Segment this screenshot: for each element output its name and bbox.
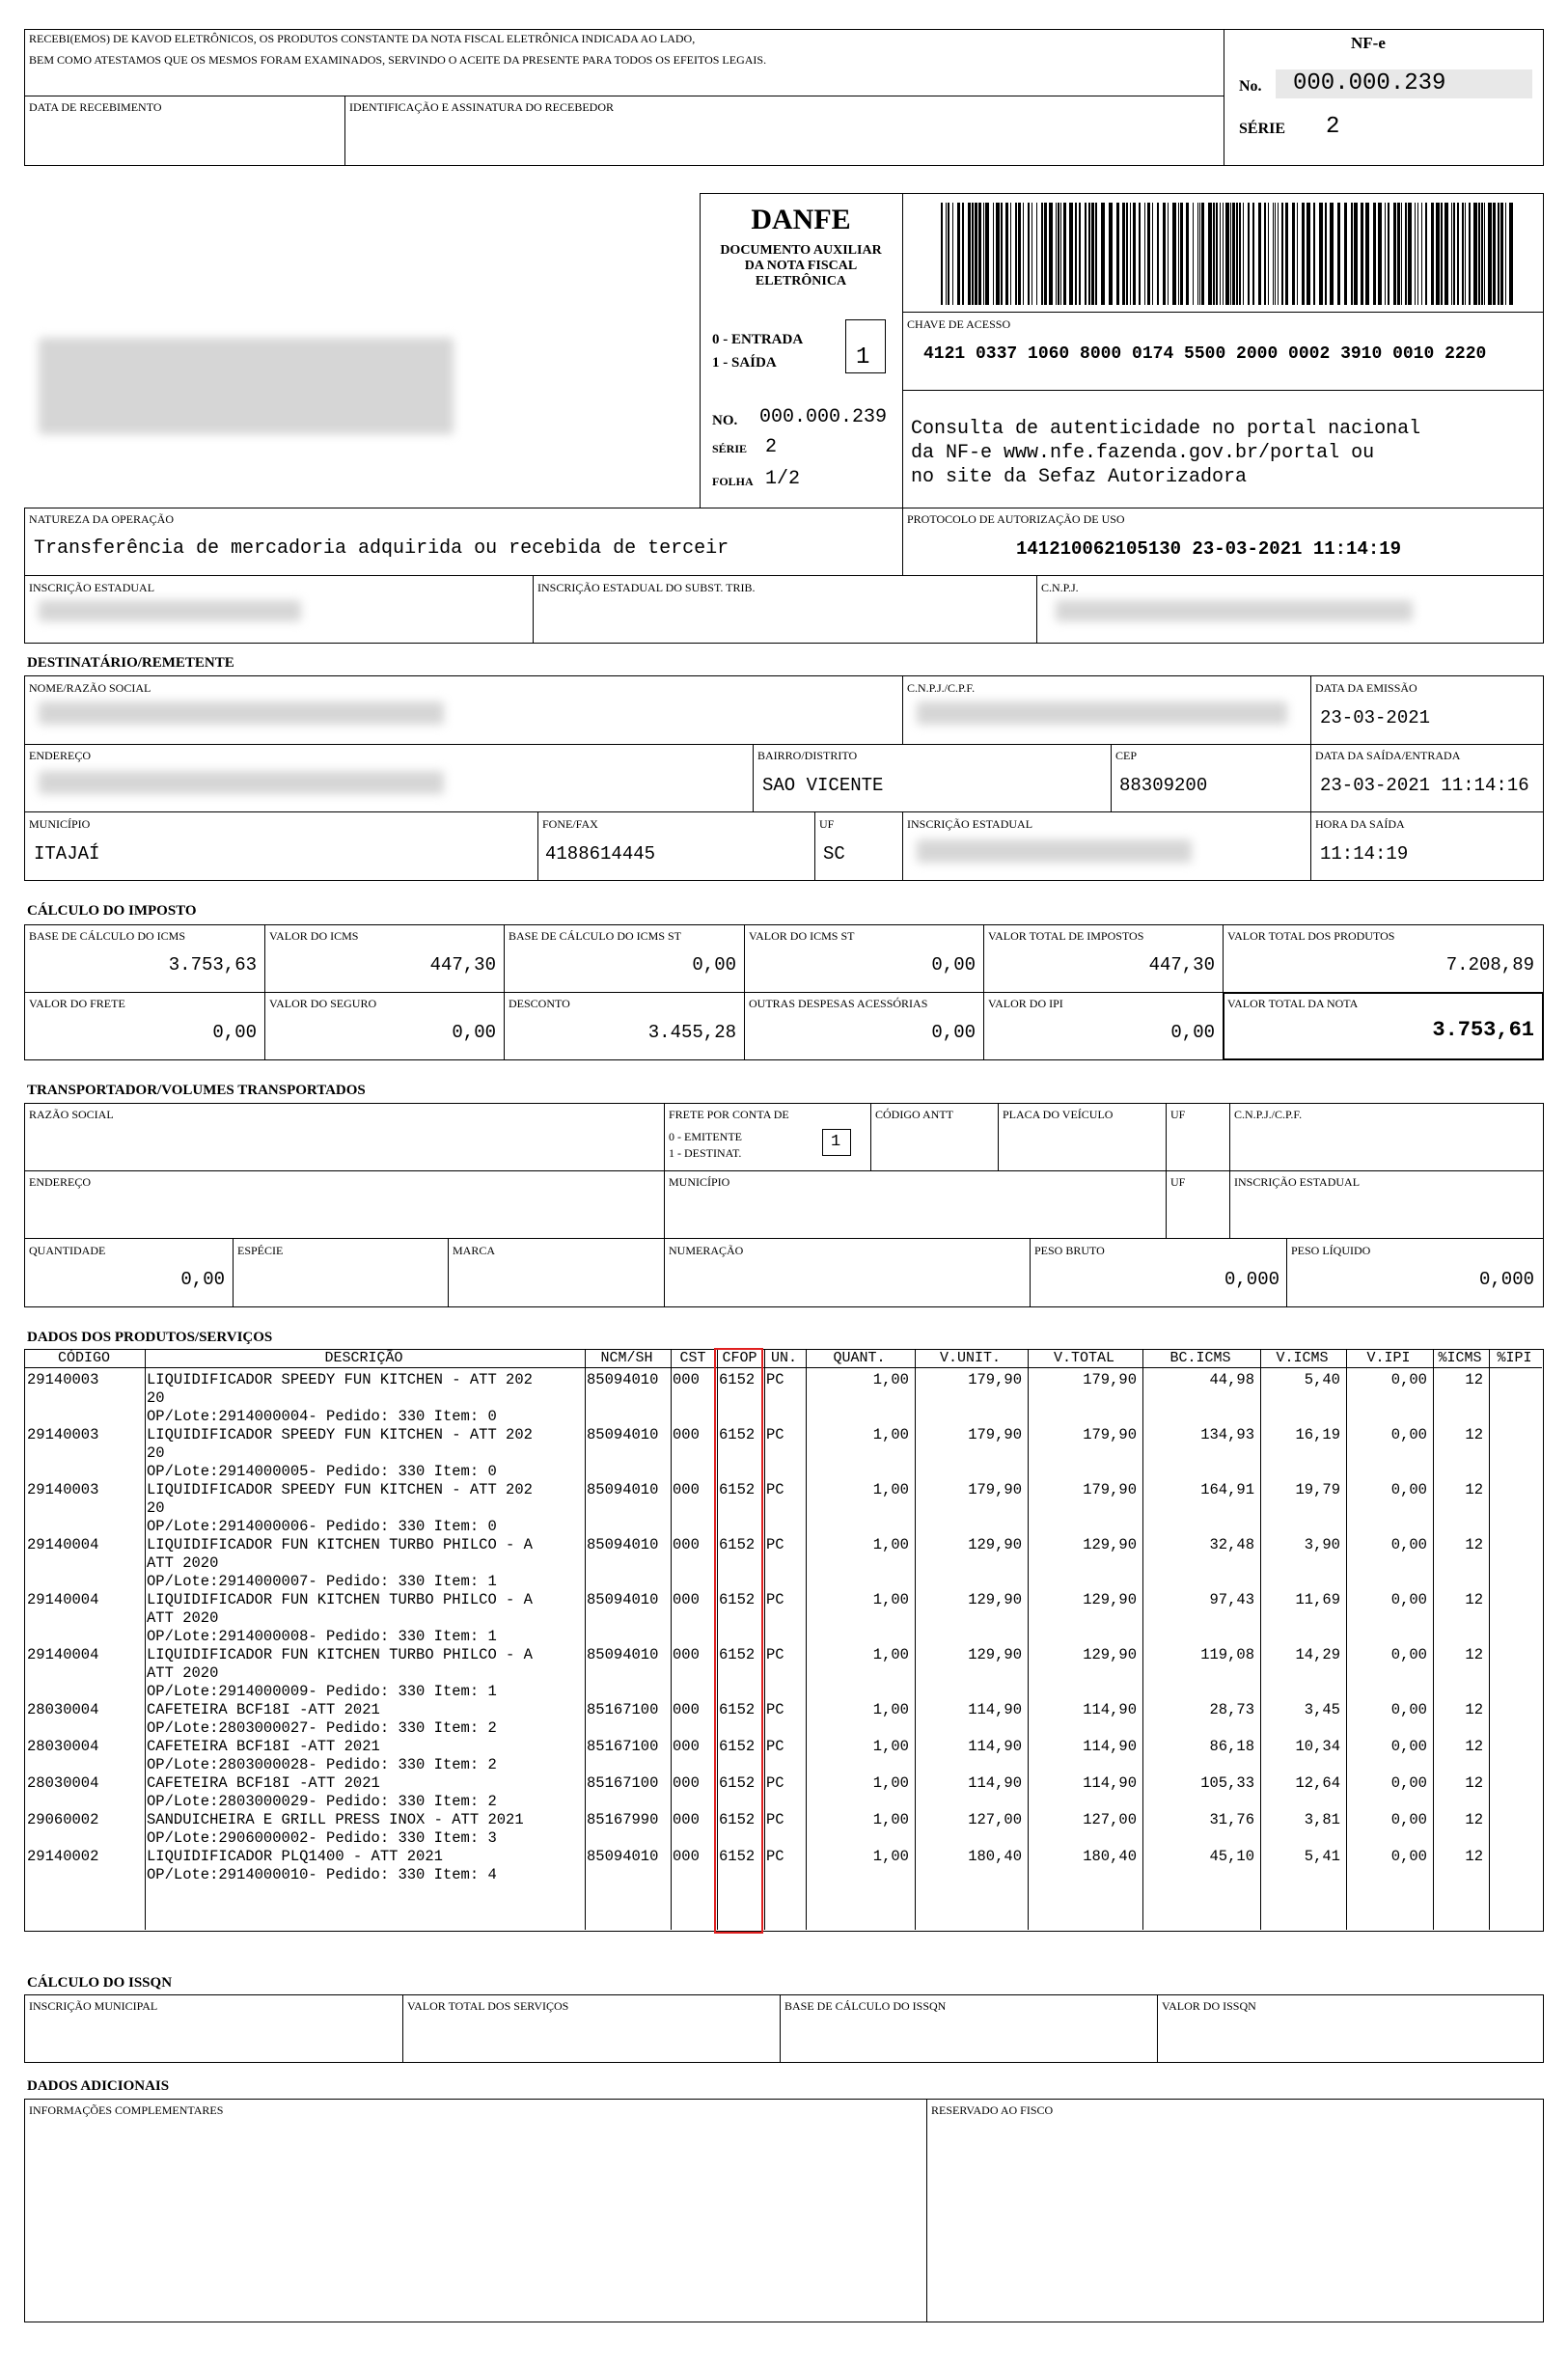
danfe-entrada: 0 - ENTRADA — [712, 332, 804, 347]
cell-bc: 32,48 — [1209, 1536, 1254, 1553]
cell-vunit: 180,40 — [968, 1848, 1022, 1865]
base-issqn-label: BASE DE CÁLCULO DO ISSQN — [784, 1999, 947, 2013]
cell-descricao: LIQUIDIFICADOR FUN KITCHEN TURBO PHILCO - A — [147, 1591, 533, 1608]
cell-cst: 000 — [673, 1701, 700, 1718]
cell-codigo: 29140004 — [27, 1536, 99, 1553]
info-complementares-label: INFORMAÇÕES COMPLEMENTARES — [29, 2103, 224, 2117]
cell-vipi: 0,00 — [1390, 1646, 1427, 1663]
valor-frete: 0,00 — [212, 1022, 257, 1043]
valor-icms-label: VALOR DO ICMS — [269, 929, 359, 943]
cell-ncm: 85094010 — [587, 1591, 659, 1608]
protocolo-label: PROTOCOLO DE AUTORIZAÇÃO DE USO — [907, 512, 1125, 526]
valor-servicos-label: VALOR TOTAL DOS SERVIÇOS — [407, 1999, 569, 2013]
cell-ncm: 85094010 — [587, 1848, 659, 1865]
danfe-subtitle-2: DA NOTA FISCAL — [744, 259, 858, 273]
data-recebimento-label: DATA DE RECEBIMENTO — [29, 100, 162, 114]
cell-descricao: CAFETEIRA BCF18I -ATT 2021 — [147, 1774, 380, 1792]
cell-quant: 1,00 — [872, 1371, 909, 1388]
cell-cst: 000 — [673, 1738, 700, 1755]
valor-total-nota-label: VALOR TOTAL DA NOTA — [1227, 997, 1359, 1010]
cell-cst: 000 — [673, 1426, 700, 1443]
cell-descricao: OP/Lote:2803000028- Pedido: 330 Item: 2 — [147, 1756, 497, 1773]
cep: 88309200 — [1119, 775, 1208, 796]
cell-vtotal: 179,90 — [1083, 1426, 1137, 1443]
chave-acesso: 4121 0337 1060 8000 0174 5500 2000 0002 3910 0010 2220 — [923, 344, 1487, 364]
cell-un: PC — [766, 1811, 784, 1828]
cell-quant: 1,00 — [872, 1774, 909, 1792]
cell-vunit: 179,90 — [968, 1371, 1022, 1388]
cell-vunit: 129,90 — [968, 1646, 1022, 1663]
cell-descricao: OP/Lote:2914000005- Pedido: 330 Item: 0 — [147, 1463, 497, 1480]
cell-vunit: 129,90 — [968, 1591, 1022, 1608]
cell-ncm: 85167100 — [587, 1738, 659, 1755]
cell-descricao: LIQUIDIFICADOR FUN KITCHEN TURBO PHILCO - A — [147, 1646, 533, 1663]
base-icms-label: BASE DE CÁLCULO DO ICMS — [29, 929, 186, 943]
cell-un: PC — [766, 1591, 784, 1608]
cell-cfop: 6152 — [719, 1701, 756, 1718]
transportador-section: TRANSPORTADOR/VOLUMES TRANSPORTADOS — [27, 1083, 366, 1098]
cell-descricao: LIQUIDIFICADOR PLQ1400 - ATT 2021 — [147, 1848, 443, 1865]
cell-descricao: SANDUICHEIRA E GRILL PRESS INOX - ATT 2021 — [147, 1811, 524, 1828]
desconto-label: DESCONTO — [509, 997, 570, 1010]
canhoto-numero: 000.000.239 — [1293, 70, 1446, 96]
cell-cfop: 6152 — [719, 1774, 756, 1792]
valor-seguro: 0,00 — [452, 1022, 496, 1043]
cell-cst: 000 — [673, 1774, 700, 1792]
transp-cnpj-label: C.N.P.J./C.P.F. — [1234, 1108, 1303, 1121]
cell-descricao: ATT 2020 — [147, 1609, 219, 1627]
valor-ipi-label: VALOR DO IPI — [988, 997, 1063, 1010]
marca-label: MARCA — [453, 1244, 496, 1257]
cell-bc: 86,18 — [1209, 1738, 1254, 1755]
cell-picms: 12 — [1465, 1738, 1483, 1755]
col-header-p-ipi: %IPI — [1497, 1350, 1532, 1366]
barcode — [941, 203, 1515, 305]
cell-vicms: 19,79 — [1295, 1481, 1340, 1498]
peso-bruto-label: PESO BRUTO — [1034, 1244, 1105, 1257]
cell-codigo: 29140003 — [27, 1371, 99, 1388]
ie-label: INSCRIÇÃO ESTADUAL — [29, 581, 155, 594]
valor-icms-st-label: VALOR DO ICMS ST — [749, 929, 855, 943]
cell-un: PC — [766, 1701, 784, 1718]
canhoto-no-label: No. — [1239, 78, 1262, 95]
cell-quant: 1,00 — [872, 1848, 909, 1865]
cell-ncm: 85167100 — [587, 1774, 659, 1792]
consulta-1: Consulta de autenticidade no portal nacional — [911, 418, 1421, 440]
outras: 0,00 — [931, 1022, 976, 1043]
cell-vipi: 0,00 — [1390, 1481, 1427, 1498]
dest-ie-blurred — [917, 839, 1192, 863]
cnpj-label: C.N.P.J. — [1041, 581, 1079, 594]
cell-un: PC — [766, 1774, 784, 1792]
cell-un: PC — [766, 1848, 784, 1865]
cell-cfop: 6152 — [719, 1426, 756, 1443]
protocolo-value: 141210062105130 23-03-2021 11:14:19 — [1016, 538, 1402, 560]
valor-total-impostos-label: VALOR TOTAL DE IMPOSTOS — [988, 929, 1144, 943]
frete-1: 1 - DESTINAT. — [669, 1146, 742, 1160]
municipio: ITAJAÍ — [34, 843, 100, 865]
base-icms: 3.753,63 — [168, 954, 257, 975]
cell-vunit: 129,90 — [968, 1536, 1022, 1553]
produtos-section: DADOS DOS PRODUTOS/SERVIÇOS — [27, 1330, 273, 1345]
transp-ie-label: INSCRIÇÃO ESTADUAL — [1234, 1175, 1361, 1189]
cell-vtotal: 179,90 — [1083, 1371, 1137, 1388]
quantidade: 0,00 — [180, 1269, 225, 1290]
cell-quant: 1,00 — [872, 1536, 909, 1553]
issqn-section: CÁLCULO DO ISSQN — [27, 1975, 173, 1991]
cell-picms: 12 — [1465, 1591, 1483, 1608]
cell-vunit: 127,00 — [968, 1811, 1022, 1828]
cell-codigo: 28030004 — [27, 1774, 99, 1792]
cell-ncm: 85094010 — [587, 1646, 659, 1663]
cell-cst: 000 — [673, 1848, 700, 1865]
data-emissao-label: DATA DA EMISSÃO — [1315, 681, 1417, 695]
base-icms-st: 0,00 — [692, 954, 736, 975]
cell-vicms: 10,34 — [1295, 1738, 1340, 1755]
cell-vunit: 179,90 — [968, 1426, 1022, 1443]
cell-picms: 12 — [1465, 1426, 1483, 1443]
cell-descricao: 20 — [147, 1499, 165, 1517]
cell-vipi: 0,00 — [1390, 1426, 1427, 1443]
cell-descricao: ATT 2020 — [147, 1664, 219, 1682]
cell-vicms: 3,81 — [1304, 1811, 1340, 1828]
col-header-descricao: DESCRIÇÃO — [324, 1350, 403, 1366]
adicionais-box — [24, 2099, 1544, 2322]
cell-descricao: OP/Lote:2914000004- Pedido: 330 Item: 0 — [147, 1408, 497, 1425]
valor-total-impostos: 447,30 — [1148, 954, 1215, 975]
cell-codigo: 29060002 — [27, 1811, 99, 1828]
cell-vicms: 5,41 — [1304, 1848, 1340, 1865]
transp-uf-label: UF — [1170, 1108, 1186, 1121]
cell-descricao: OP/Lote:2803000029- Pedido: 330 Item: 2 — [147, 1793, 497, 1810]
cell-quant: 1,00 — [872, 1481, 909, 1498]
assinatura-label: IDENTIFICAÇÃO E ASSINATURA DO RECEBEDOR — [349, 100, 615, 114]
cell-vtotal: 127,00 — [1083, 1811, 1137, 1828]
cell-cst: 000 — [673, 1646, 700, 1663]
cell-cfop: 6152 — [719, 1481, 756, 1498]
transp-endereco-label: ENDEREÇO — [29, 1175, 91, 1189]
danfe-serie: 2 — [765, 436, 778, 458]
cell-un: PC — [766, 1426, 784, 1443]
cell-codigo: 29140003 — [27, 1481, 99, 1498]
cell-cst: 000 — [673, 1481, 700, 1498]
cell-un: PC — [766, 1646, 784, 1663]
frete-value: 1 — [831, 1133, 841, 1151]
cell-descricao: LIQUIDIFICADOR SPEEDY FUN KITCHEN - ATT 202 — [147, 1426, 533, 1443]
cell-descricao: 20 — [147, 1444, 165, 1462]
cell-vipi: 0,00 — [1390, 1701, 1427, 1718]
canhoto-serie-label: SÉRIE — [1239, 121, 1286, 137]
consulta-3: no site da Sefaz Autorizadora — [911, 466, 1248, 488]
cell-un: PC — [766, 1481, 784, 1498]
cell-descricao: LIQUIDIFICADOR FUN KITCHEN TURBO PHILCO - A — [147, 1536, 533, 1553]
adicionais-section: DADOS ADICIONAIS — [27, 2078, 170, 2094]
valor-issqn-label: VALOR DO ISSQN — [1162, 1999, 1256, 2013]
cell-picms: 12 — [1465, 1701, 1483, 1718]
cell-cfop: 6152 — [719, 1371, 756, 1388]
cell-vicms: 12,64 — [1295, 1774, 1340, 1792]
cell-vicms: 14,29 — [1295, 1646, 1340, 1663]
dest-nome-blurred — [39, 701, 444, 725]
base-icms-st-label: BASE DE CÁLCULO DO ICMS ST — [509, 929, 682, 943]
cell-quant: 1,00 — [872, 1426, 909, 1443]
danfe-subtitle-3: ELETRÔNICA — [755, 274, 847, 289]
emitente-info-blurred — [39, 338, 454, 434]
cell-cfop: 6152 — [719, 1646, 756, 1663]
cell-descricao: OP/Lote:2803000027- Pedido: 330 Item: 2 — [147, 1719, 497, 1737]
cell-vicms: 3,90 — [1304, 1536, 1340, 1553]
chave-label: CHAVE DE ACESSO — [907, 317, 1011, 331]
placa-label: PLACA DO VEÍCULO — [1003, 1108, 1114, 1121]
danfe-folha-label: FOLHA — [712, 475, 754, 488]
cell-codigo: 29140002 — [27, 1848, 99, 1865]
cell-descricao: LIQUIDIFICADOR SPEEDY FUN KITCHEN - ATT 202 — [147, 1481, 533, 1498]
cell-quant: 1,00 — [872, 1591, 909, 1608]
valor-icms-st: 0,00 — [931, 954, 976, 975]
cell-cst: 000 — [673, 1536, 700, 1553]
cell-vipi: 0,00 — [1390, 1811, 1427, 1828]
peso-bruto: 0,000 — [1224, 1269, 1279, 1290]
cell-vtotal: 129,90 — [1083, 1536, 1137, 1553]
cell-vtotal: 114,90 — [1083, 1738, 1137, 1755]
cell-bc: 28,73 — [1209, 1701, 1254, 1718]
danfe-saida: 1 - SAÍDA — [712, 355, 777, 371]
cell-bc: 97,43 — [1209, 1591, 1254, 1608]
natureza-label: NATUREZA DA OPERAÇÃO — [29, 512, 175, 526]
cell-vicms: 3,45 — [1304, 1701, 1340, 1718]
cell-bc: 164,91 — [1200, 1481, 1254, 1498]
cell-vicms: 11,69 — [1295, 1591, 1340, 1608]
cell-codigo: 28030004 — [27, 1701, 99, 1718]
cell-descricao: OP/Lote:2914000006- Pedido: 330 Item: 0 — [147, 1518, 497, 1535]
cell-descricao: OP/Lote:2914000010- Pedido: 330 Item: 4 — [147, 1866, 497, 1883]
natureza-value: Transferência de mercadoria adquirida ou recebida de terceir — [34, 537, 729, 560]
cell-cst: 000 — [673, 1371, 700, 1388]
cell-vipi: 0,00 — [1390, 1536, 1427, 1553]
frete-0: 0 - EMITENTE — [669, 1130, 742, 1143]
inscricao-municipal-label: INSCRIÇÃO MUNICIPAL — [29, 1999, 158, 2013]
hora-saida: 11:14:19 — [1320, 843, 1409, 865]
cell-picms: 12 — [1465, 1646, 1483, 1663]
data-emissao: 23-03-2021 — [1320, 707, 1431, 728]
quantidade-label: QUANTIDADE — [29, 1244, 106, 1257]
cell-cfop: 6152 — [719, 1811, 756, 1828]
ie-st-label: INSCRIÇÃO ESTADUAL DO SUBST. TRIB. — [537, 581, 756, 594]
cell-ncm: 85094010 — [587, 1371, 659, 1388]
valor-total-nota: 3.753,61 — [1432, 1018, 1534, 1042]
peso-liquido: 0,000 — [1478, 1269, 1534, 1290]
dest-endereco-blurred — [39, 771, 444, 794]
numeracao-label: NUMERAÇÃO — [669, 1244, 744, 1257]
ie-blurred — [39, 600, 301, 621]
cell-quant: 1,00 — [872, 1738, 909, 1755]
danfe-subtitle-1: DOCUMENTO AUXILIAR — [720, 243, 882, 258]
consulta-2: da NF-e www.nfe.fazenda.gov.br/portal ou — [911, 442, 1375, 464]
cell-picms: 12 — [1465, 1481, 1483, 1498]
danfe-tipo: 1 — [856, 344, 870, 371]
cell-picms: 12 — [1465, 1848, 1483, 1865]
transp-razao-label: RAZÃO SOCIAL — [29, 1108, 114, 1121]
danfe-title: DANFE — [751, 204, 851, 235]
cell-quant: 1,00 — [872, 1701, 909, 1718]
cell-codigo: 29140003 — [27, 1426, 99, 1443]
uf-label: UF — [819, 817, 835, 831]
col-header-codigo: CÓDIGO — [57, 1350, 110, 1366]
valor-frete-label: VALOR DO FRETE — [29, 997, 125, 1010]
nfe-label: NF-e — [1351, 34, 1386, 52]
danfe-serie-label: SÉRIE — [712, 442, 748, 455]
cell-bc: 119,08 — [1200, 1646, 1254, 1663]
cell-bc: 44,98 — [1209, 1371, 1254, 1388]
cell-vipi: 0,00 — [1390, 1591, 1427, 1608]
col-header-cst: CST — [679, 1350, 706, 1366]
canhoto-declaracao-1: RECEBI(EMOS) DE KAVOD ELETRÔNICOS, OS PRODUTOS CONSTANTE DA NOTA FISCAL ELETRÔNICA INDICADA AO LADO, — [29, 32, 696, 45]
danfe-numero: 000.000.239 — [759, 406, 888, 428]
cell-vicms: 5,40 — [1304, 1371, 1340, 1388]
col-header-quant: QUANT. — [833, 1350, 886, 1366]
col-header-un: UN. — [770, 1350, 797, 1366]
outras-label: OUTRAS DESPESAS ACESSÓRIAS — [749, 997, 928, 1010]
cell-descricao: CAFETEIRA BCF18I -ATT 2021 — [147, 1738, 380, 1755]
cell-vipi: 0,00 — [1390, 1738, 1427, 1755]
cell-descricao: OP/Lote:2906000002- Pedido: 330 Item: 3 — [147, 1829, 497, 1847]
cell-un: PC — [766, 1371, 784, 1388]
cell-vipi: 0,00 — [1390, 1371, 1427, 1388]
desconto: 3.455,28 — [647, 1022, 736, 1043]
dest-endereco-label: ENDEREÇO — [29, 749, 91, 762]
cell-descricao: OP/Lote:2914000009- Pedido: 330 Item: 1 — [147, 1683, 497, 1700]
cell-ncm: 85094010 — [587, 1481, 659, 1498]
municipio-label: MUNICÍPIO — [29, 817, 91, 831]
cell-ncm: 85167100 — [587, 1701, 659, 1718]
cell-vicms: 16,19 — [1295, 1426, 1340, 1443]
cell-un: PC — [766, 1536, 784, 1553]
fone-label: FONE/FAX — [542, 817, 598, 831]
cell-descricao: LIQUIDIFICADOR SPEEDY FUN KITCHEN - ATT 202 — [147, 1371, 533, 1388]
cell-cst: 000 — [673, 1591, 700, 1608]
col-header-v-ipi: V.IPI — [1366, 1350, 1411, 1366]
valor-seguro-label: VALOR DO SEGURO — [269, 997, 377, 1010]
cell-codigo: 29140004 — [27, 1646, 99, 1663]
cell-cfop: 6152 — [719, 1591, 756, 1608]
cell-bc: 45,10 — [1209, 1848, 1254, 1865]
data-saida-label: DATA DA SAÍDA/ENTRADA — [1315, 749, 1461, 762]
cell-picms: 12 — [1465, 1811, 1483, 1828]
valor-icms: 447,30 — [429, 954, 496, 975]
bairro: SAO VICENTE — [762, 775, 884, 796]
cell-vtotal: 180,40 — [1083, 1848, 1137, 1865]
frete-label: FRETE POR CONTA DE — [669, 1108, 789, 1121]
valor-ipi: 0,00 — [1170, 1022, 1215, 1043]
canhoto-declaracao-2: BEM COMO ATESTAMOS QUE OS MESMOS FORAM EXAMINADOS, SERVINDO O ACEITE DA PRESENTE PARA TODOS OS EFEITOS LEGAIS. — [29, 53, 767, 67]
col-header-cfop: CFOP — [722, 1350, 757, 1366]
cell-bc: 31,76 — [1209, 1811, 1254, 1828]
cell-vunit: 114,90 — [968, 1774, 1022, 1792]
cell-descricao: CAFETEIRA BCF18I -ATT 2021 — [147, 1701, 380, 1718]
canhoto-serie: 2 — [1326, 114, 1340, 140]
cell-picms: 12 — [1465, 1536, 1483, 1553]
col-header-p-icms: %ICMS — [1438, 1350, 1482, 1366]
cell-picms: 12 — [1465, 1371, 1483, 1388]
cell-bc: 105,33 — [1200, 1774, 1254, 1792]
cell-codigo: 29140004 — [27, 1591, 99, 1608]
danfe-folha: 1/2 — [765, 468, 801, 490]
peso-liquido-label: PESO LÍQUIDO — [1291, 1244, 1371, 1257]
danfe-no-label: NO. — [712, 413, 738, 428]
cell-descricao: ATT 2020 — [147, 1554, 219, 1572]
cell-cfop: 6152 — [719, 1848, 756, 1865]
destinatario-section: DESTINATÁRIO/REMETENTE — [27, 655, 234, 671]
cell-cst: 000 — [673, 1811, 700, 1828]
imposto-section: CÁLCULO DO IMPOSTO — [27, 903, 197, 919]
cell-un: PC — [766, 1738, 784, 1755]
fone: 4188614445 — [545, 843, 656, 865]
dest-nome-label: NOME/RAZÃO SOCIAL — [29, 681, 151, 695]
cell-ncm: 85167990 — [587, 1811, 659, 1828]
cell-vunit: 114,90 — [968, 1701, 1022, 1718]
cell-vtotal: 129,90 — [1083, 1646, 1137, 1663]
cell-descricao: OP/Lote:2914000007- Pedido: 330 Item: 1 — [147, 1573, 497, 1590]
cell-vipi: 0,00 — [1390, 1848, 1427, 1865]
especie-label: ESPÉCIE — [237, 1244, 284, 1257]
cell-codigo: 28030004 — [27, 1738, 99, 1755]
cell-vtotal: 129,90 — [1083, 1591, 1137, 1608]
valor-total-produtos: 7.208,89 — [1445, 954, 1534, 975]
transp-municipio-label: MUNICÍPIO — [669, 1175, 730, 1189]
dest-cnpj-label: C.N.P.J./C.P.F. — [907, 681, 976, 695]
antt-label: CÓDIGO ANTT — [875, 1108, 953, 1121]
col-header-ncm: NCM/SH — [600, 1350, 653, 1366]
dest-ie-label: INSCRIÇÃO ESTADUAL — [907, 817, 1033, 831]
cnpj-blurred — [1056, 600, 1413, 621]
reservado-fisco-label: RESERVADO AO FISCO — [931, 2103, 1054, 2117]
valor-total-produtos-label: VALOR TOTAL DOS PRODUTOS — [1227, 929, 1395, 943]
cell-quant: 1,00 — [872, 1646, 909, 1663]
cep-label: CEP — [1115, 749, 1138, 762]
cell-cfop: 6152 — [719, 1536, 756, 1553]
cell-vunit: 114,90 — [968, 1738, 1022, 1755]
cell-vtotal: 114,90 — [1083, 1774, 1137, 1792]
cell-descricao: OP/Lote:2914000008- Pedido: 330 Item: 1 — [147, 1628, 497, 1645]
cell-vunit: 179,90 — [968, 1481, 1022, 1498]
col-header-v-icms: V.ICMS — [1276, 1350, 1329, 1366]
cell-bc: 134,93 — [1200, 1426, 1254, 1443]
cell-ncm: 85094010 — [587, 1426, 659, 1443]
data-saida: 23-03-2021 11:14:16 — [1320, 775, 1529, 796]
cell-vipi: 0,00 — [1390, 1774, 1427, 1792]
cell-vtotal: 114,90 — [1083, 1701, 1137, 1718]
dest-cnpj-blurred — [917, 701, 1287, 725]
uf: SC — [823, 843, 845, 865]
cell-descricao: 20 — [147, 1389, 165, 1407]
col-header-bc-icms: BC.ICMS — [1169, 1350, 1231, 1366]
hora-saida-label: HORA DA SAÍDA — [1315, 817, 1405, 831]
cell-picms: 12 — [1465, 1774, 1483, 1792]
cell-vtotal: 179,90 — [1083, 1481, 1137, 1498]
transp-uf2-label: UF — [1170, 1175, 1186, 1189]
cell-cfop: 6152 — [719, 1738, 756, 1755]
cell-ncm: 85094010 — [587, 1536, 659, 1553]
col-header-vtotal: V.TOTAL — [1053, 1350, 1114, 1366]
cell-quant: 1,00 — [872, 1811, 909, 1828]
col-header-vunit: V.UNIT. — [939, 1350, 1001, 1366]
bairro-label: BAIRRO/DISTRITO — [757, 749, 858, 762]
